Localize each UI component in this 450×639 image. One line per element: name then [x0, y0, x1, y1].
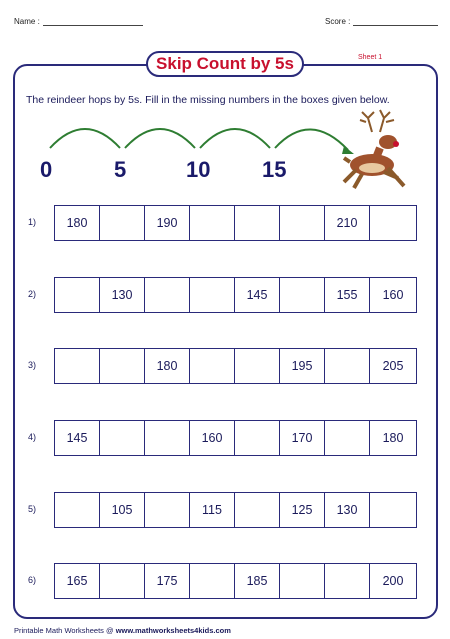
answer-box-empty[interactable] [145, 278, 190, 312]
number-box: 105 [100, 493, 145, 527]
answer-box-empty[interactable] [280, 564, 325, 598]
row-label: 2) [28, 289, 37, 299]
sheet-label: Sheet 1 [358, 54, 383, 61]
number-box: 155 [325, 278, 370, 312]
number-box: 200 [382, 574, 404, 588]
number-line-15: 15 [262, 157, 287, 182]
row-label: 6) [28, 575, 37, 585]
answer-box-empty[interactable] [325, 349, 370, 383]
answer-box-empty[interactable] [145, 421, 190, 455]
score-label: Score : [325, 17, 351, 26]
number-box: 130 [325, 493, 370, 527]
hop-arc-1 [50, 129, 120, 148]
answer-box-empty[interactable] [235, 421, 280, 455]
instructions: The reindeer hops by 5s. Fill in the missing numbers in the boxes given below. [26, 94, 390, 106]
number-box: 145 [55, 421, 100, 455]
answer-box-empty[interactable] [235, 206, 280, 240]
answer-box-empty[interactable] [100, 564, 145, 598]
number-box: 185 [235, 564, 280, 598]
arrow-head-icon [342, 146, 354, 154]
answer-box-empty[interactable] [190, 206, 235, 240]
answer-box-empty[interactable] [235, 349, 280, 383]
row-label: 5) [28, 504, 37, 514]
row-label: 3) [28, 360, 37, 370]
number-box: 180 [382, 431, 404, 445]
worksheet-title: Skip Count by 5s [146, 51, 304, 77]
answer-grid [54, 492, 417, 528]
answer-box-empty[interactable] [100, 421, 145, 455]
number-box: 160 [382, 288, 404, 302]
reindeer-illustration [344, 110, 404, 188]
answer-box-empty[interactable] [55, 493, 100, 527]
row-label: 4) [28, 432, 37, 442]
answer-box-empty[interactable] [145, 493, 190, 527]
answer-grid [54, 205, 417, 241]
number-box: 190 [145, 206, 190, 240]
answer-box-empty[interactable] [190, 349, 235, 383]
number-box: 195 [280, 349, 325, 383]
number-box: 170 [280, 421, 325, 455]
number-box: 145 [235, 278, 280, 312]
number-box: 115 [190, 493, 235, 527]
answer-box-empty[interactable] [325, 421, 370, 455]
number-line-10: 10 [186, 157, 211, 182]
answer-box-empty[interactable] [55, 278, 100, 312]
answer-grid [54, 348, 417, 384]
answer-box-empty[interactable] [235, 493, 280, 527]
number-line [0, 0, 450, 200]
answer-box-empty[interactable] [100, 349, 145, 383]
answer-grid [54, 277, 417, 313]
number-box: 180 [55, 206, 100, 240]
number-box: 125 [280, 493, 325, 527]
footer-site-link[interactable]: www.mathworksheets4kids.com [115, 626, 231, 635]
number-box: 210 [325, 206, 370, 240]
number-box: 180 [145, 349, 190, 383]
number-box: 160 [190, 421, 235, 455]
answer-box-empty[interactable] [100, 206, 145, 240]
answer-grid [54, 420, 417, 456]
answer-box-empty[interactable] [325, 564, 370, 598]
footer [14, 626, 231, 635]
hop-arc-2 [125, 129, 195, 148]
answer-box-empty[interactable] [370, 493, 416, 527]
number-box: 165 [55, 564, 100, 598]
answer-box-empty[interactable] [190, 564, 235, 598]
answer-grid [54, 563, 417, 599]
hop-arc-4 [275, 129, 348, 150]
footer-prefix: Printable Math Worksheets @ [14, 626, 116, 635]
answer-box-empty[interactable] [280, 278, 325, 312]
row-label: 1) [28, 217, 37, 227]
hop-arc-3 [200, 129, 270, 148]
number-line-5: 5 [114, 157, 127, 182]
answer-box-empty[interactable] [55, 349, 100, 383]
number-box: 130 [100, 278, 145, 312]
number-box: 205 [382, 359, 404, 373]
number-line-0: 0 [40, 157, 53, 182]
answer-box-empty[interactable] [280, 206, 325, 240]
answer-box-empty[interactable] [370, 206, 416, 240]
number-box: 175 [145, 564, 190, 598]
answer-box-empty[interactable] [190, 278, 235, 312]
name-label: Name : [14, 17, 40, 26]
